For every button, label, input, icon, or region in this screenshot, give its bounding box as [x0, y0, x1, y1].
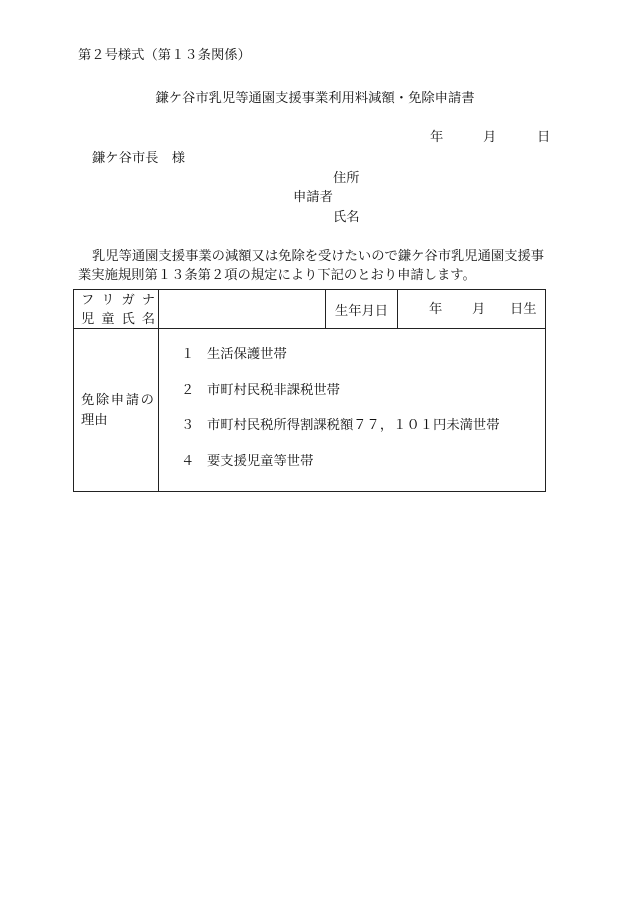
- reason-item: [159, 443, 545, 479]
- reason-label-cell: [74, 329, 159, 492]
- applicant-name-label: 氏名: [333, 209, 360, 224]
- date-month-label: 月: [483, 129, 497, 144]
- reason-number: ４: [181, 452, 195, 468]
- child-name-label: 児 童 氏 名: [81, 311, 155, 326]
- reason-item: [159, 336, 545, 372]
- reason-text: 生活保護世帯: [207, 346, 287, 361]
- application-table: [73, 289, 546, 492]
- form-number: 第２号様式（第１３条関係）: [78, 47, 251, 62]
- reasons-list: [159, 329, 546, 492]
- child-info-row: [74, 290, 546, 329]
- reason-text: 市町村民税非課税世帯: [207, 381, 340, 397]
- birthdate-month-label: 月: [472, 301, 486, 316]
- birthdate-field: [398, 290, 546, 329]
- document-title: 鎌ケ谷市乳児等通園支援事業利用料減額・免除申請書: [155, 90, 475, 105]
- body-text-line-1: 乳児等通園支援事業の減額又は免除を受けたいので鎌ケ谷市乳児通園支援事: [92, 248, 545, 263]
- applicant-label: 申請者: [293, 189, 333, 204]
- reason-item: [159, 407, 545, 443]
- body-text-line-2: 業実施規則第１３条第２項の規定により下記のとおり申請します。: [78, 267, 476, 282]
- furigana-label: フ リ ガ ナ: [81, 292, 155, 307]
- reason-row: [74, 329, 546, 492]
- birthdate-year-label: 年: [429, 301, 443, 316]
- child-name-field: [159, 290, 326, 329]
- reason-number: ３: [181, 417, 195, 432]
- date-year-label: 年: [430, 129, 444, 144]
- reason-item: [159, 372, 545, 408]
- reason-text: 市町村民税所得割課税額７７，１０１円未満世帯: [207, 417, 500, 432]
- reason-label-line-2: 理由: [81, 412, 108, 427]
- birthdate-day-label: 日生: [510, 301, 537, 316]
- reason-number: ２: [181, 381, 195, 397]
- reason-number: １: [181, 346, 195, 361]
- addressee: 鎌ケ谷市長 様: [92, 150, 186, 165]
- child-name-label-cell: [74, 290, 159, 329]
- reason-label-line-1: 免除申請の: [81, 392, 156, 407]
- reason-text: 要支援児童等世帯: [207, 452, 314, 468]
- date-day-label: 日: [537, 129, 551, 144]
- birthdate-label: 生年月日: [326, 290, 398, 329]
- applicant-address-label: 住所: [333, 170, 360, 185]
